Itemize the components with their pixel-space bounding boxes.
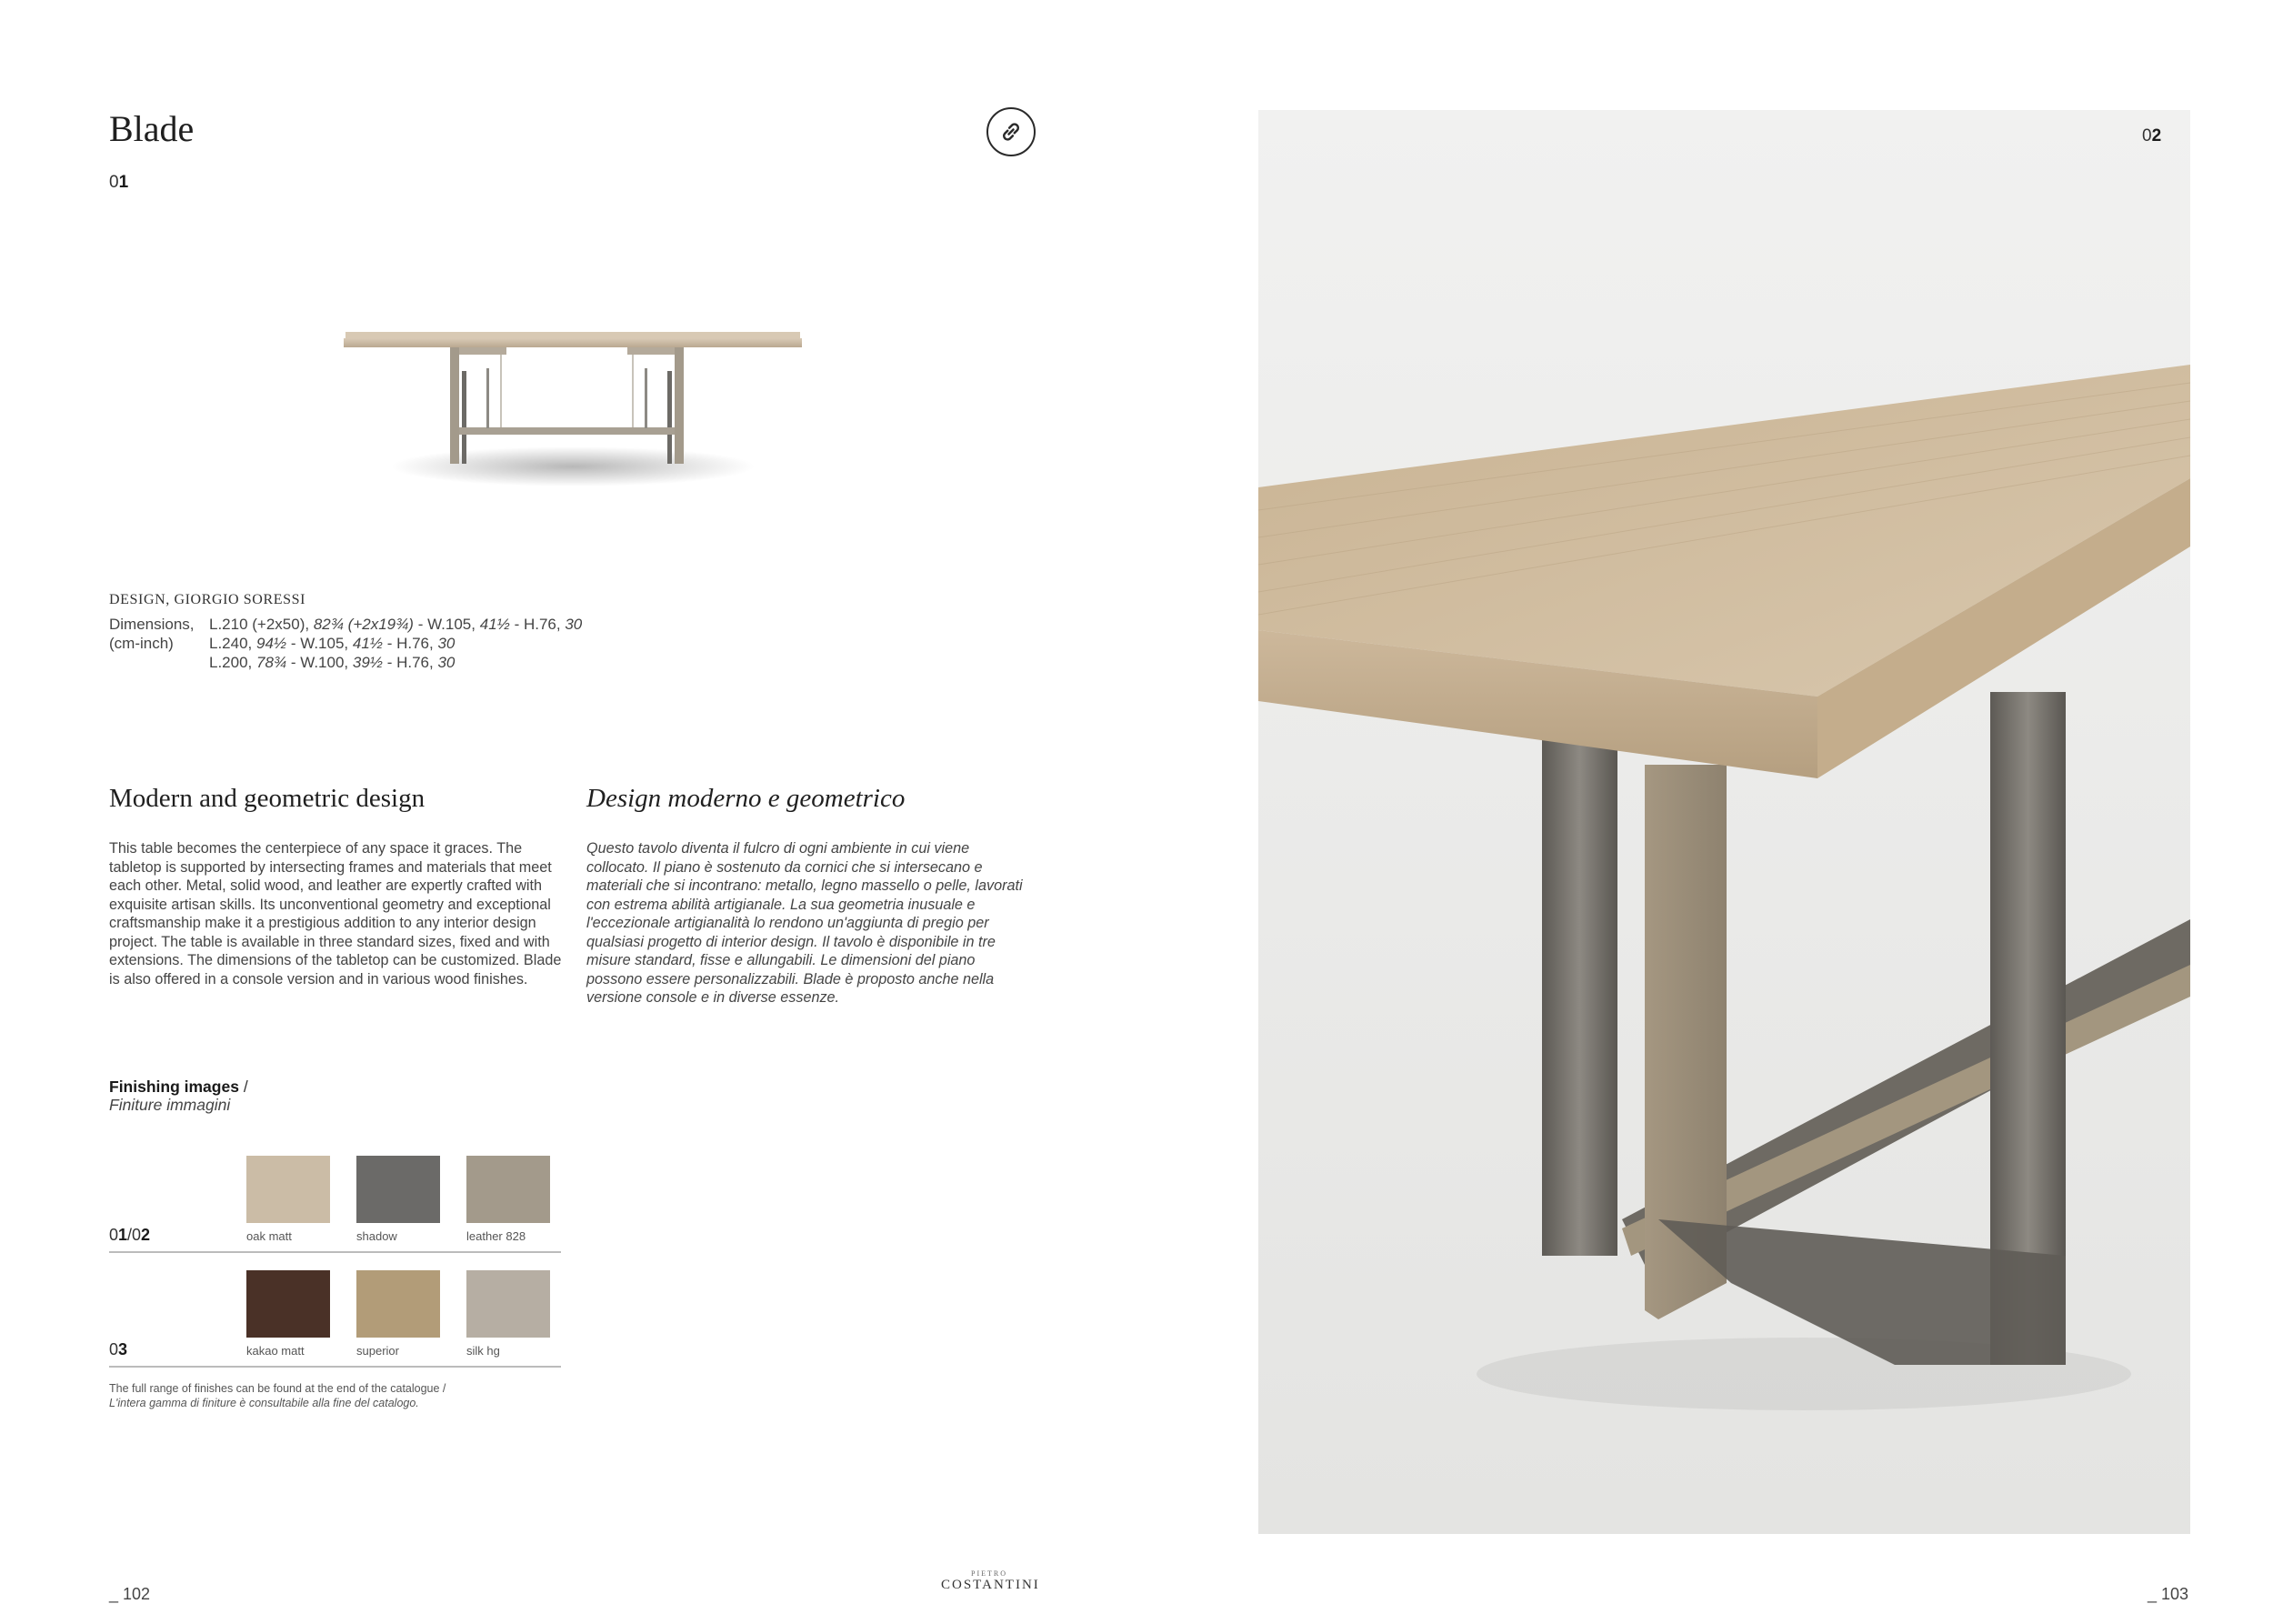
right-page-number: _ 103	[2148, 1585, 2189, 1603]
dimensions-block	[109, 615, 582, 672]
dim-height: - H.76,	[386, 654, 434, 671]
dim-inch: 30	[565, 616, 583, 633]
link-button[interactable]	[986, 107, 1036, 156]
heading-english: Modern and geometric design	[109, 784, 426, 813]
page-index-prefix: 0	[2142, 126, 2152, 145]
row-num-part: 0	[109, 1340, 119, 1358]
swatch-kakao-matt[interactable]	[246, 1270, 330, 1338]
page-index-bold: 1	[118, 173, 129, 192]
page-index-prefix: 0	[109, 173, 119, 192]
dim-inch: 41½	[352, 635, 383, 652]
dim-width: - W.105,	[417, 616, 476, 633]
dimensions-row	[209, 634, 582, 653]
dim-cm: L.200,	[209, 654, 253, 671]
swatch-shadow[interactable]	[356, 1156, 440, 1223]
dimensions-unit-label: (cm-inch)	[109, 635, 174, 652]
left-page-index	[109, 173, 128, 193]
row-num-part: 3	[118, 1340, 128, 1358]
description-english: This table becomes the centerpiece of any space it graces. The tabletop is supported by intersecting frames and materials that meet each other. Metal, solid wood, and leather are expertly crafted with exquisite artisan skills. Its unconventional geometry and exceptional craftsmanship make it a prestigious addition to any interior design project. The table is available in three standard sizes, fixed and with extensions. The dimensions of the tabletop can be customized. Blade is also offered in a console version and in various wood finishes.	[109, 840, 562, 987]
designer-credit: DESIGN, GIORGIO SORESSI	[109, 592, 306, 607]
dim-cm: L.210 (+2x50),	[209, 616, 310, 633]
swatch-label: shadow	[356, 1229, 397, 1243]
note-it: L'intera gamma di finiture è consultabile alla fine del catalogo.	[109, 1397, 419, 1409]
heading-italian: Design moderno e geometrico	[586, 784, 906, 813]
right-page-index	[2142, 126, 2161, 146]
swatch-label: kakao matt	[246, 1344, 305, 1358]
link-chain-icon	[997, 118, 1025, 145]
dimensions-row	[209, 615, 582, 634]
description-italian: Questo tavolo diventa il fulcro di ogni ambiente in cui viene collocato. Il piano è sostenuto da cornici che si intersecano e materiali che si incontrano: metallo, legno massello o pelle, lavorati con estrema abilità artigianale. La sua geometria inusuale e l'eccezionale artigianalità lo rendono un'aggiunta di pregio per qualsiasi progetto di interior design. Il tavolo è disponibile in tre misure standard, fisse e allungabili. Le dimensioni del piano possono essere personalizzabili. Blade è proposto anche nella versione console e in diverse essenze.	[586, 840, 1023, 1006]
row-num-part: 2	[141, 1226, 151, 1244]
product-photo	[1258, 110, 2190, 1534]
dim-height: - H.76,	[386, 635, 434, 652]
dim-width: - W.100,	[290, 654, 349, 671]
finishing-row-number	[109, 1226, 150, 1245]
divider	[109, 1251, 561, 1253]
brand-name: COSTANTINI	[941, 1578, 1040, 1592]
dimensions-label: Dimensions,	[109, 616, 195, 633]
dim-inch: 78¾	[256, 654, 287, 671]
note-en: The full range of finishes can be found at the end of the catalogue /	[109, 1382, 446, 1395]
dim-inch: 94½	[256, 635, 287, 652]
swatch-oak-matt[interactable]	[246, 1156, 330, 1223]
dim-width: - W.105,	[290, 635, 349, 652]
dim-inch: 30	[437, 654, 456, 671]
swatch-superior[interactable]	[356, 1270, 440, 1338]
swatch-leather-828[interactable]	[466, 1156, 550, 1223]
divider	[109, 1366, 561, 1368]
row-num-part: 1	[118, 1226, 128, 1244]
swatch-label: leather 828	[466, 1229, 526, 1243]
swatch-label: silk hg	[466, 1344, 500, 1358]
row-num-part: 0	[109, 1226, 119, 1244]
brand-logo	[941, 1569, 1040, 1593]
table-photo	[1258, 110, 2190, 1534]
finishes-note	[109, 1381, 446, 1410]
left-page-number: _ 102	[109, 1585, 151, 1603]
dim-inch: 30	[437, 635, 456, 652]
finishing-title	[109, 1078, 248, 1114]
finishing-row-number	[109, 1340, 127, 1359]
dim-inch: 41½	[479, 616, 510, 633]
finishing-title-it: Finiture immagini	[109, 1096, 231, 1114]
dimensions-row	[209, 653, 582, 672]
row-num-part: /0	[127, 1226, 142, 1244]
dim-height: - H.76,	[514, 616, 561, 633]
finishing-title-slash: /	[238, 1078, 248, 1096]
brand-small: PIETRO	[971, 1569, 1007, 1578]
finishing-title-en: Finishing images	[109, 1078, 239, 1096]
dim-inch: 82¾ (+2x19¾)	[313, 616, 414, 633]
page-index-bold: 2	[2151, 126, 2162, 145]
product-title: Blade	[109, 108, 195, 149]
swatch-label: superior	[356, 1344, 399, 1358]
swatch-label: oak matt	[246, 1229, 292, 1243]
dim-cm: L.240,	[209, 635, 253, 652]
swatch-silk-hg[interactable]	[466, 1270, 550, 1338]
dim-inch: 39½	[352, 654, 383, 671]
product-illustration	[327, 314, 818, 496]
